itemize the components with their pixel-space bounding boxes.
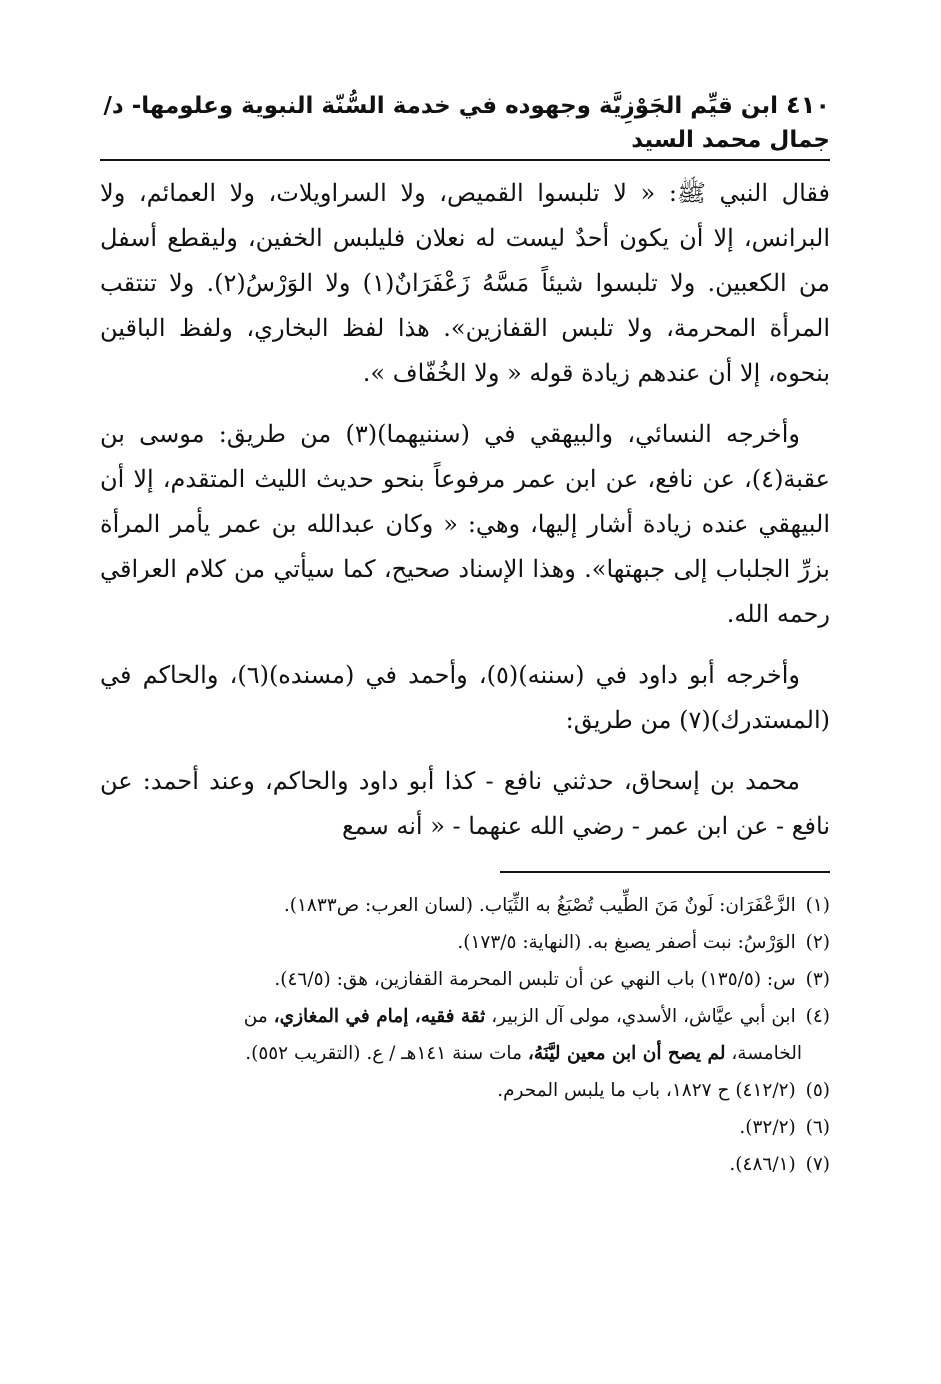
- footnote-number: (٤): [805, 1006, 830, 1027]
- footnote-4: [100, 998, 830, 1072]
- footnote-number: (٧): [805, 1154, 830, 1175]
- paragraph-abu-dawud-ahmad: وأخرجه أبو داود في (سننه)(٥)، وأحمد في (مسنده)(٦)، والحاكم في (المستدرك)(٧) من طريق:: [100, 661, 830, 734]
- footnote-text: من: [243, 1006, 268, 1027]
- footnote-text: (٤٨٦/١).: [729, 1154, 796, 1175]
- footnote-text: س: (١٣٥/٥) باب النهي عن أن تلبس المحرمة القفازين، هق: (٤٦/٥).: [274, 969, 796, 990]
- header-title-wrap: [100, 88, 830, 157]
- footnote-text: مات سنة ١٤١هـ / ع. (التقريب ٥٥٢).: [245, 1043, 522, 1064]
- footnote-text: (٣٢/٢).: [739, 1117, 796, 1138]
- footnote-5: [100, 1072, 830, 1109]
- footnote-3: [100, 961, 830, 998]
- footnote-7: [100, 1146, 830, 1183]
- footnote-text: الزَّعْفَرَان: لَونٌ مَنَ الطِّيب تُصْبَغُ به الثِّيَاب. (لسان العرب: ص١٨٣٣).: [283, 895, 796, 916]
- footnote-separator: [500, 871, 830, 873]
- footnote-text: الخامسة،: [725, 1043, 802, 1064]
- footnote-text: ابن أبي عيَّاش، الأسدي، مولى آل الزبير،: [485, 1006, 796, 1027]
- footnote-bold-grading: ثقة فقيه، إمام في المغازي،: [273, 1006, 486, 1027]
- footnote-text: الوَرْسُ: نبت أصفر يصبغ به. (النهاية: ١٧٣/٥).: [457, 932, 796, 953]
- running-header: [100, 88, 830, 161]
- paragraph-ibn-ishaq: محمد بن إسحاق، حدثني نافع - كذا أبو داود والحاكم، وعند أحمد: عن نافع - عن ابن عمر - رضي الله عنهما - « أنه سمع: [100, 767, 830, 840]
- footnote-continuation: [100, 1035, 830, 1072]
- footnote-bold-note: لم يصح أن ابن معين ليَّنَهُ،: [527, 1043, 726, 1064]
- header-title: ابن قيِّم الجَوْزِيَّة وجهوده في خدمة السُّنّة النبوية وعلومها- د/جمال محمد السيد: [103, 93, 830, 153]
- footnote-text: (٤١٢/٢) ح ١٨٢٧، باب ما يلبس المحرم.: [497, 1080, 796, 1101]
- paragraph-hadith-text: فقال النبي ﷺ: « لا تلبسوا القميص، ولا السراويلات، ولا العمائم، ولا البرانس، إلا أن يكون أحدٌ ليست له نعلان فليلبس الخفين، وليقطع أسفل من الكعبين. ولا تلبسوا شيئاً مَسَّهُ زَعْفَرَانٌ(١) ولا الوَرْسُ(٢). ولا تنتقب المرأة المحرمة، ولا تلبس القفازين». هذا لفظ البخاري، ولفظ الباقين بنحوه، إلا أن عندهم زيادة قوله « ولا الخُفّاف ».: [100, 179, 831, 387]
- footnote-1: [100, 887, 830, 924]
- footnote-6: [100, 1109, 830, 1146]
- page: [100, 88, 830, 1183]
- footnote-number: (٥): [805, 1080, 830, 1101]
- paragraph-nasai-bayhaqi: وأخرجه النسائي، والبيهقي في (سننيهما)(٣) من طريق: موسى بن عقبة(٤)، عن نافع، عن ابن عمر مرفوعاً بنحو حديث الليث المتقدم، إلا أن البيهقي عنده زيادة أشار إليها، وهي: « وكان عبدالله بن عمر يأمر المرأة بزرِّ الجلباب إلى جبهتها». وهذا الإسناد صحيح، كما سيأتي من كلام العراقي رحمه الله.: [100, 420, 830, 628]
- footnotes: [100, 887, 830, 1183]
- footnote-number: (٦): [805, 1117, 830, 1138]
- footnote-2: [100, 924, 830, 961]
- footnote-number: (٢): [805, 932, 830, 953]
- page-number: ٤١٠: [786, 91, 830, 119]
- footnote-number: (٣): [805, 969, 830, 990]
- footnote-number: (١): [805, 895, 830, 916]
